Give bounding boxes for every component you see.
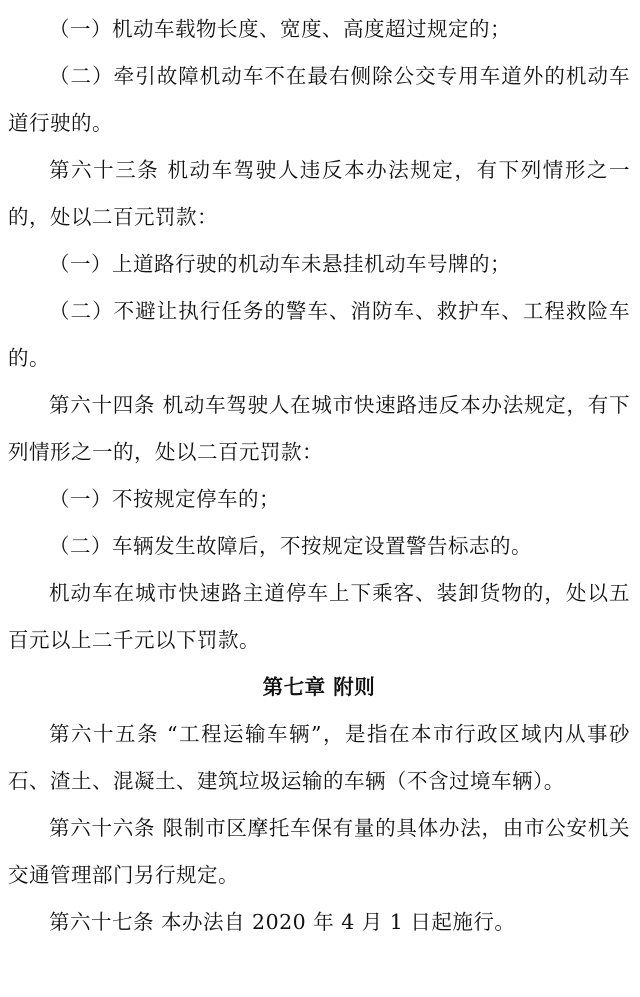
paragraph-article-64-item-1: （一）不按规定停车的； [49,487,280,511]
paragraph-expressway-stopping: 机动车在城市快速路主道停车上下乘客、装卸货物的，处以五百元以上二千元以下罚款。 [8,581,630,652]
paragraph-article-67: 第六十七条 本办法自 2020 年 4 月 1 日起施行。 [49,910,516,934]
paragraph-article-64: 第六十四条 机动车驾驶人在城市快速路违反本办法规定，有下列情形之一的，处以二百元罚款： [8,393,630,464]
paragraph-article-63-item-1: （一）上道路行驶的机动车未悬挂机动车号牌的； [49,252,511,276]
paragraph-item-2-towing: （二）牵引故障机动车不在最右侧除公交专用车道外的机动车道行驶的。 [8,64,630,135]
paragraph-article-64-item-2: （二）车辆发生故障后，不按规定设置警告标志的。 [49,534,532,558]
paragraph-article-63: 第六十三条 机动车驾驶人违反本办法规定，有下列情形之一的，处以二百元罚款： [8,158,630,229]
paragraph-article-65: 第六十五条 “工程运输车辆”，是指在本市行政区域内从事砂石、渣土、混凝土、建筑垃圾运输的车辆（不含过境车辆）。 [8,722,630,793]
chapter-heading: 第七章 附则 [262,675,376,699]
paragraph-article-66: 第六十六条 限制市区摩托车保有量的具体办法，由市公安机关交通管理部门另行规定。 [8,816,630,887]
paragraph-item-1-vehicle-load: （一）机动车载物长度、宽度、高度超过规定的； [49,17,511,41]
paragraph-article-63-item-2: （二）不避让执行任务的警车、消防车、救护车、工程救险车的。 [8,299,630,370]
